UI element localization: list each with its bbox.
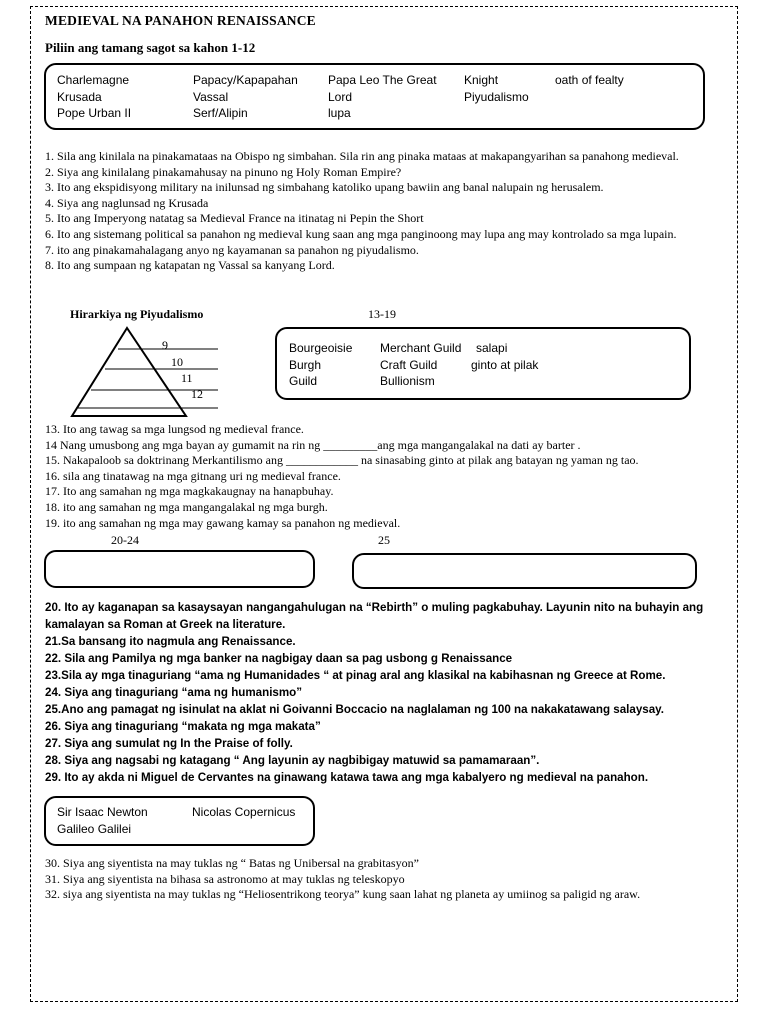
choice-galileo: Galileo Galilei — [57, 822, 132, 836]
question-28: 28. Siya ang nagsabi ng katagang “ Ang layunin ay nagbibigay matuwid sa pamamaraan”. — [45, 754, 540, 767]
choice-knight: Knight — [464, 73, 499, 87]
question-19: 19. ito ang samahan ng mga may gawang kamay sa panahon ng medieval. — [45, 515, 401, 530]
question-24: 24. Siya ang tinaguriang “ama ng humanismo” — [45, 686, 303, 699]
question-17: 17. Ito ang samahan ng mga magkakaugnay na hanapbuhay. — [45, 484, 334, 499]
answer-box-25[interactable] — [352, 553, 697, 589]
question-32: 32. siya ang siyentista na may tuklas ng “Heliosentrikong teorya” kung saan lahat ng planeta ay umiinog sa paligid ng araw. — [45, 887, 641, 902]
choice-lord: Lord — [328, 90, 353, 104]
question-31: 31. Siya ang siyentista na bihasa sa astronomo at may tuklas ng teleskopyo — [45, 871, 405, 886]
question-26: 26. Siya ang tinaguriang “makata ng mga makata” — [45, 720, 321, 733]
question-18: 18. ito ang samahan ng mga mangangalakal ng mga burgh. — [45, 499, 328, 514]
choice-piyudalismo: Piyudalismo — [464, 90, 529, 104]
choice-craft-guild: Craft Guild — [380, 358, 438, 372]
question-23: 23.Sila ay mga tinaguriang “ama ng Humanidades “ at pinag aral ang klasikal na kabihasnan ng Greece at Rome. — [45, 669, 666, 682]
question-29: 29. Ito ay akda ni Miguel de Cervantes na ginawang katawa tawa ang mga kabalyero ng medieval na panahon. — [45, 771, 649, 784]
feudal-pyramid — [60, 324, 230, 420]
answer-box-20-24[interactable] — [44, 550, 315, 588]
choice-guild: Guild — [289, 374, 318, 388]
choice-bullionism: Bullionism — [380, 374, 435, 388]
pyramid-number-11: 11 — [181, 371, 193, 385]
choice-papa-leo: Papa Leo The Great — [328, 73, 437, 87]
range-25: 25 — [378, 533, 390, 547]
choice-isaac-newton: Sir Isaac Newton — [57, 805, 148, 819]
question-3: 3. Ito ang ekspidisyong military na inilunsad ng simbahang katoliko upang bawiin ang banal nalupain ng herusalem. — [45, 180, 604, 195]
choice-pope-urban: Pope Urban II — [57, 106, 132, 120]
question-15: 15. Nakapaloob sa doktrinang Merkantilismo ang ____________ na sinasabing ginto at pilak ang batayan ng yaman ng tao. — [45, 453, 639, 468]
choice-krusada: Krusada — [57, 90, 102, 104]
question-5: 5. Ito ang Imperyong natatag sa Medieval France na itinatag ni Pepin the Short — [45, 211, 424, 226]
question-25: 25.Ano ang pamagat ng isinulat na aklat ni Goivanni Boccacio na naglalaman ng 100 na nakakatawang salaysay. — [45, 703, 664, 716]
range-13-19: 13-19 — [368, 307, 396, 321]
question-1: 1. Sila ang kinilala na pinakamataas na Obispo ng simbahan. Sila rin ang pinaka mataas at makapangyarihan sa panahong medieval. — [45, 149, 679, 163]
choice-lupa: lupa — [328, 106, 351, 120]
pyramid-label: Hirarkiya ng Piyudalismo — [70, 307, 204, 321]
choice-papacy: Papacy/Kapapahan — [193, 73, 298, 87]
question-22: 22. Sila ang Pamilya ng mga banker na nagbigay daan sa pag usbong g Renaissance — [45, 652, 513, 665]
question-21: 21.Sa bansang ito nagmula ang Renaissance. — [45, 635, 296, 648]
choice-copernicus: Nicolas Copernicus — [192, 805, 296, 819]
pyramid-number-10: 10 — [171, 355, 183, 369]
question-16: 16. sila ang tinatawag na mga gitnang uri ng medieval france. — [45, 468, 341, 483]
question-6: 6. Ito ang sistemang political sa panahon ng medieval kung saan ang mga panginoong may lupa ang may kontrolado sa mga lupain. — [45, 226, 677, 241]
pyramid-number-9: 9 — [162, 338, 168, 352]
choice-bourgeoisie: Bourgeoisie — [289, 341, 353, 355]
question-list-30-32 — [45, 856, 715, 903]
choice-vassal: Vassal — [193, 90, 229, 104]
choice-charlemagne: Charlemagne — [57, 73, 130, 87]
pyramid-shape — [72, 328, 186, 416]
question-8: 8. Ito ang sumpaan ng katapatan ng Vassal sa kanyang Lord. — [45, 258, 335, 273]
question-2: 2. Siya ang kinilalang pinakamahusay na pinuno ng Holy Roman Empire? — [45, 164, 402, 179]
question-list-20-29 — [45, 599, 720, 786]
question-20: 20. Ito ay kaganapan sa kasaysayan nangangahulugan na “Rebirth” o muling pagkabuhay. Layunin nito na buhayin ang kamalayan sa Roman at Greek na literature. — [45, 601, 704, 631]
choice-serf: Serf/Alipin — [193, 106, 248, 120]
range-20-24: 20-24 — [111, 533, 139, 547]
question-30: 30. Siya ang siyentista na may tuklas ng “ Batas ng Unibersal na grabitasyon” — [45, 856, 419, 870]
choice-oath-of-fealty: oath of fealty — [555, 73, 624, 87]
choice-burgh: Burgh — [289, 358, 322, 372]
question-7: 7. ito ang pinakamahalagang anyo ng kayamanan sa panahon ng piyudalismo. — [45, 242, 419, 257]
worksheet-title: MEDIEVAL NA PANAHON RENAISSANCE — [45, 13, 316, 28]
choice-ginto-at-pilak: ginto at pilak — [471, 358, 539, 372]
question-4: 4. Siya ang naglunsad ng Krusada — [45, 195, 209, 210]
question-list-1-8 — [45, 149, 720, 274]
question-27: 27. Siya ang sumulat ng In the Praise of folly. — [45, 737, 293, 750]
instruction-1-12: Piliin ang tamang sagot sa kahon 1-12 — [45, 40, 256, 55]
question-13: 13. Ito ang tawag sa mga lungsod ng medieval france. — [45, 422, 304, 436]
answer-box-30-32 — [44, 796, 315, 846]
choice-merchant-guild: Merchant Guild — [380, 341, 462, 355]
choice-salapi: salapi — [476, 341, 508, 355]
question-list-13-19 — [45, 422, 735, 531]
pyramid-number-12: 12 — [191, 387, 203, 401]
question-14: 14 Nang umusbong ang mga bayan ay gumamit na rin ng _________ang mga mangangalakal na dati ay barter . — [45, 437, 581, 452]
